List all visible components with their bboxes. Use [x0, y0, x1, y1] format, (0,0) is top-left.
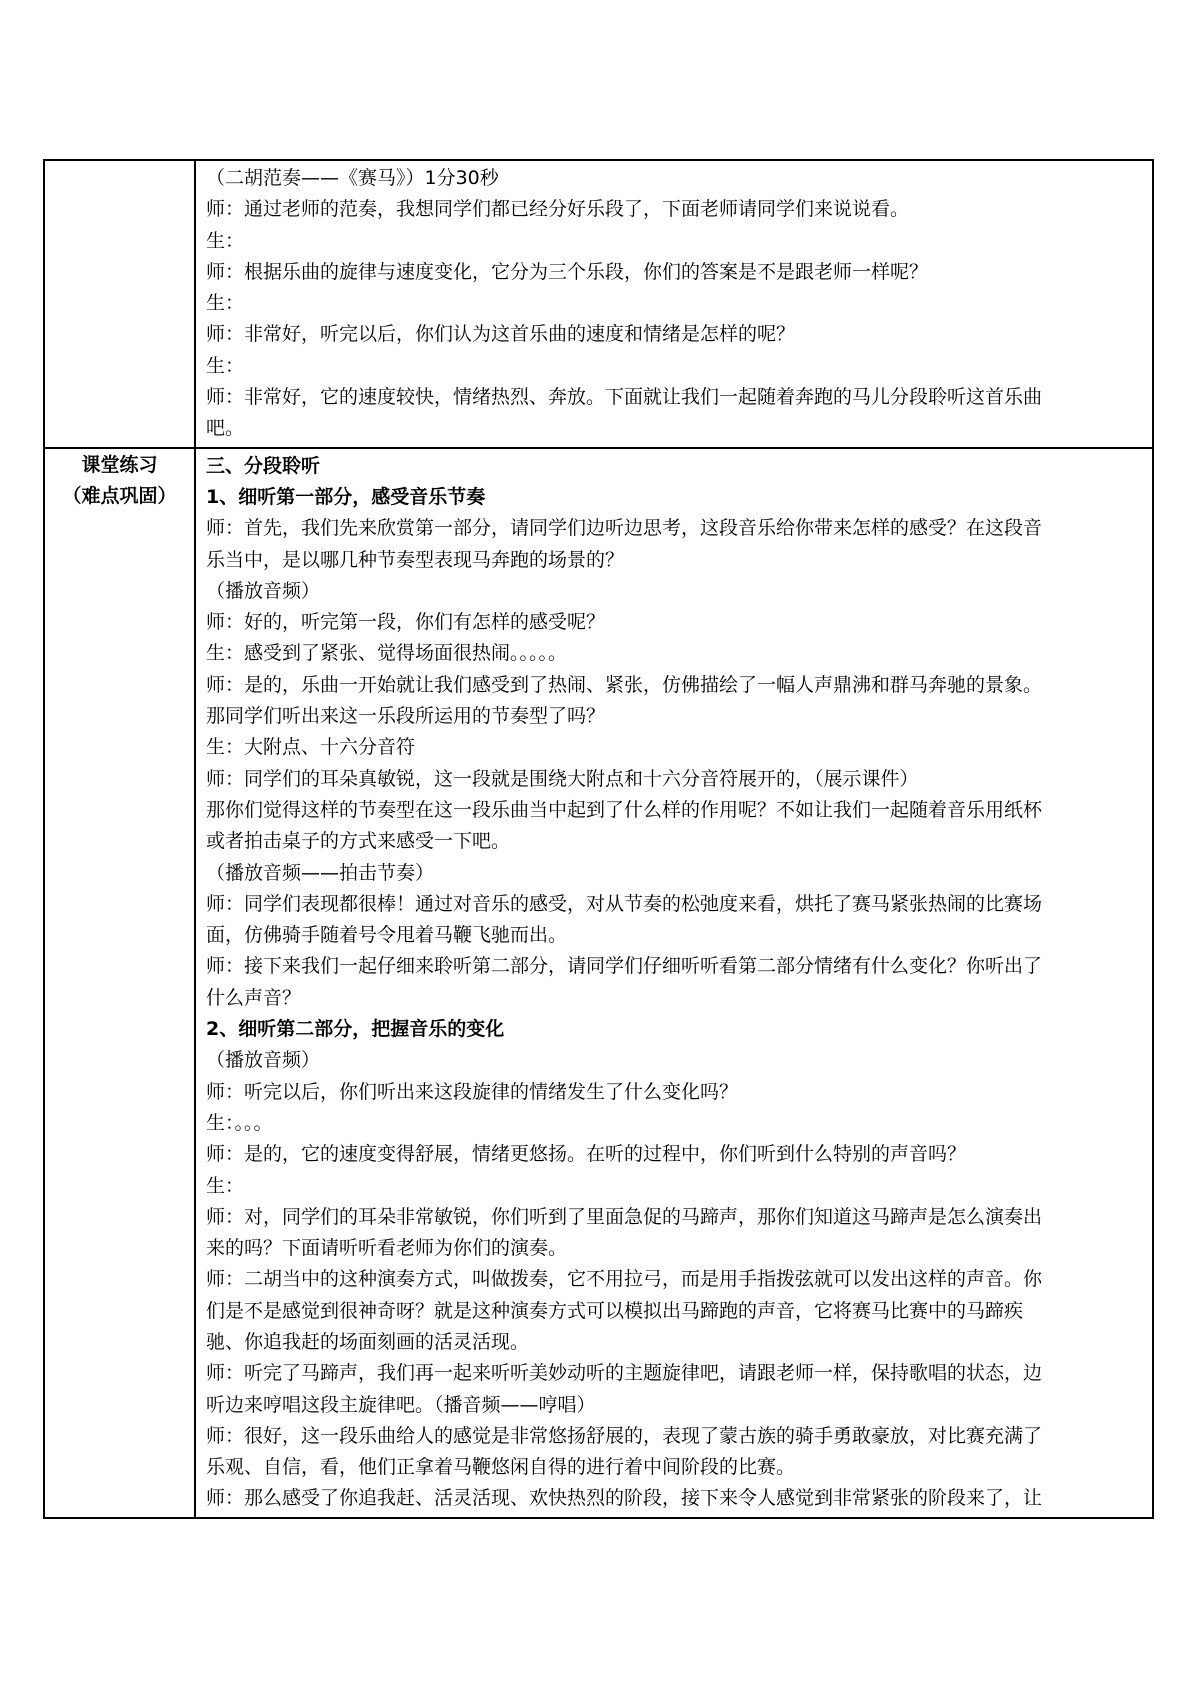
row-content: [206, 449, 1144, 1517]
row-label-cell: [44, 448, 195, 1518]
text-line: （播放音频）: [206, 579, 321, 602]
text-line: 师：很好，这一段乐曲给人的感觉是非常悠扬舒展的，表现了蒙古族的骑手勇敢豪放，对比赛充满了: [206, 1424, 1043, 1447]
row-content: [206, 161, 1144, 447]
lesson-plan-table: [43, 159, 1154, 1519]
text-line: 师：根据乐曲的旋律与速度变化，它分为三个乐段，你们的答案是不是跟老师一样呢？: [206, 260, 929, 283]
text-line: 来的吗？下面请听听看老师为你们的演奏。: [206, 1237, 568, 1260]
text-line: 师：非常好，听完以后，你们认为这首乐曲的速度和情绪是怎样的呢？: [206, 323, 796, 346]
text-line: 或者拍击桌子的方式来感受一下吧。: [206, 830, 511, 853]
text-line: 那你们觉得这样的节奏型在这一段乐曲当中起到了什么样的作用呢？不如让我们一起随着音乐用纸杯: [206, 798, 1043, 821]
text-line: 乐当中，是以哪几种节奏型表现马奔跑的场景的？: [206, 548, 625, 571]
text-line: 乐观、自信，看，他们正拿着马鞭悠闲自得的进行着中间阶段的比赛。: [206, 1456, 796, 1479]
text-line: 们是不是感觉到很神奇呀？就是这种演奏方式可以模拟出马蹄跑的声音，它将赛马比赛中的马蹄疾: [206, 1299, 1024, 1322]
text-line: 师：二胡当中的这种演奏方式，叫做拨奏，它不用拉弓，而是用手指拨弦就可以发出这样的声音。你: [206, 1268, 1043, 1291]
text-line: 生：: [206, 1174, 245, 1197]
row-label: [45, 449, 194, 512]
row-label-cell: [44, 160, 195, 448]
text-line: 听边来哼唱这段主旋律吧。（播音频——哼唱）: [206, 1393, 596, 1416]
text-line: 师：听完了马蹄声，我们再一起来听听美妙动听的主题旋律吧，请跟老师一样，保持歌唱的状态，边: [206, 1362, 1043, 1385]
text-line: 那同学们听出来这一乐段所运用的节奏型了吗？: [206, 705, 606, 728]
text-line: 师：是的，它的速度变得舒展，情绪更悠扬。在听的过程中，你们听到什么特别的声音吗？: [206, 1143, 967, 1166]
text-line: 师：同学们表现都很棒！通过对音乐的感受，对从节奏的松弛度来看，烘托了赛马紧张热闹的比赛场: [206, 892, 1043, 915]
text-line: 师：同学们的耳朵真敏锐，这一段就是围绕大附点和十六分音符展开的，（展示课件）: [206, 767, 919, 790]
text-line: 什么声音？: [206, 986, 302, 1009]
section-heading: 2、细听第二部分，把握音乐的变化: [206, 1018, 505, 1041]
table-row: [44, 160, 1153, 448]
text-line: 师：对，同学们的耳朵非常敏锐，你们听到了里面急促的马蹄声，那你们知道这马蹄声是怎么演奏出: [206, 1205, 1043, 1228]
text-line: 师：好的，听完第一段，你们有怎样的感受呢？: [206, 611, 606, 634]
table-row: [44, 448, 1153, 1518]
text-line: 生：。。。: [206, 1111, 273, 1134]
text-line: 师：接下来我们一起仔细来聆听第二部分，请同学们仔细听听看第二部分情绪有什么变化？你听出了: [206, 955, 1043, 978]
text-line: 生：: [206, 292, 245, 315]
text-line: 生：: [206, 229, 245, 252]
row-content-cell: [195, 160, 1153, 448]
text-line: （播放音频——拍击节奏）: [206, 861, 435, 884]
text-line: 面，仿佛骑手随着号令甩着马鞭飞驰而出。: [206, 924, 568, 947]
text-line: （播放音频）: [206, 1049, 321, 1072]
text-line: 师：是的，乐曲一开始就让我们感受到了热闹、紧张，仿佛描绘了一幅人声鼎沸和群马奔驰的景象。: [206, 673, 1043, 696]
text-line: 师：听完以后，你们听出来这段旋律的情绪发生了什么变化吗？: [206, 1080, 739, 1103]
row-content-cell: [195, 448, 1153, 1518]
text-line: 吧。: [206, 417, 245, 440]
text-line: 生：大附点、十六分音符: [206, 736, 416, 759]
row-label: [45, 161, 194, 162]
text-line: （二胡范奏——《赛马》）1分30秒: [206, 167, 499, 189]
text-line: 师：那么感受了你追我赶、活灵活现、欢快热烈的阶段，接下来令人感觉到非常紧张的阶段来了，让: [206, 1487, 1043, 1510]
section-label: （难点巩固）: [62, 484, 177, 507]
text-line: 师：首先，我们先来欣赏第一部分，请同学们边听边思考，这段音乐给你带来怎样的感受？在这段音: [206, 517, 1043, 540]
text-line: 师：通过老师的范奏，我想同学们都已经分好乐段了，下面老师请同学们来说说看。: [206, 198, 910, 221]
section-label: 课堂练习: [81, 453, 158, 476]
text-line: 驰、你追我赶的场面刻画的活灵活现。: [206, 1330, 530, 1353]
text-line: 生：感受到了紧张、觉得场面很热闹。。。。。: [206, 642, 568, 665]
text-line: 师：非常好，它的速度较快，情绪热烈、奔放。下面就让我们一起随着奔跑的马儿分段聆听这首乐曲: [206, 386, 1043, 409]
text-line: 生：: [206, 354, 245, 377]
section-heading: 三、分段聆听: [206, 454, 321, 477]
section-heading: 1、细听第一部分，感受音乐节奏: [206, 485, 486, 508]
